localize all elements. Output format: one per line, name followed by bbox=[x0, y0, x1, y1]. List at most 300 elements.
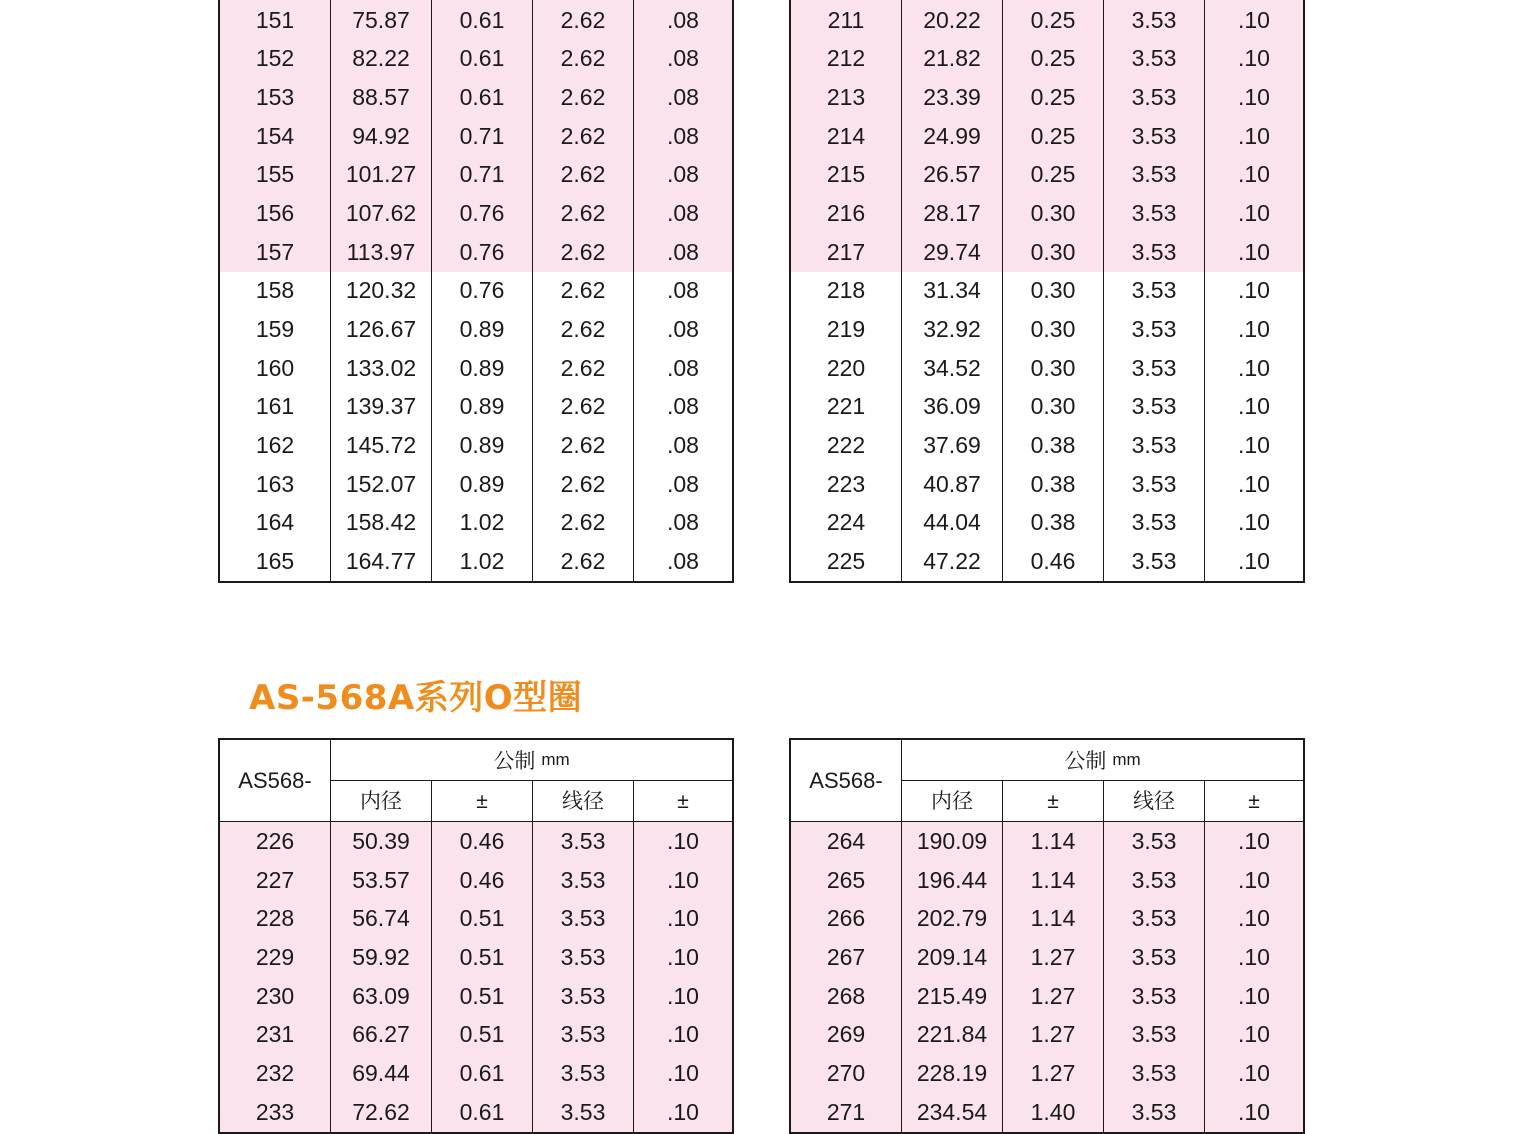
inner-diameter: 101.27 bbox=[331, 155, 432, 194]
wire-diameter: 2.62 bbox=[533, 39, 634, 78]
wire-tolerance: .08 bbox=[667, 316, 699, 343]
table-row bbox=[220, 861, 732, 900]
wire-tolerance: .10 bbox=[1238, 943, 1270, 970]
header-unit-label: 公制 bbox=[1064, 750, 1107, 773]
inner-tolerance: 0.38 bbox=[1003, 426, 1104, 465]
size-code: 165 bbox=[220, 542, 331, 581]
size-code: 162 bbox=[220, 426, 331, 465]
table-row bbox=[791, 426, 1303, 465]
inner-tolerance: 0.89 bbox=[432, 310, 533, 349]
table-row bbox=[220, 117, 732, 156]
wire-tolerance: .10 bbox=[1238, 866, 1270, 893]
header-metric-group bbox=[331, 740, 732, 821]
size-code: 156 bbox=[220, 194, 331, 233]
inner-diameter: 88.57 bbox=[331, 78, 432, 117]
header-unit bbox=[331, 740, 732, 781]
wire-tolerance: .08 bbox=[667, 432, 699, 459]
wire-tolerance: .08 bbox=[667, 45, 699, 72]
wire-diameter: 2.62 bbox=[533, 117, 634, 156]
wire-diameter: 3.53 bbox=[533, 861, 634, 900]
table-row bbox=[220, 388, 732, 427]
table-row bbox=[791, 899, 1303, 938]
table-row bbox=[791, 822, 1303, 861]
header-inner-diameter: 内径 bbox=[331, 781, 432, 821]
table-row bbox=[220, 310, 732, 349]
wire-tolerance: .10 bbox=[667, 827, 699, 854]
table-row bbox=[791, 272, 1303, 311]
inner-tolerance: 1.14 bbox=[1003, 899, 1104, 938]
wire-diameter: 2.62 bbox=[533, 78, 634, 117]
size-code: 163 bbox=[220, 465, 331, 504]
wire-diameter: 2.62 bbox=[533, 155, 634, 194]
wire-diameter: 3.53 bbox=[1104, 465, 1205, 504]
size-code: 227 bbox=[220, 861, 331, 900]
table-row bbox=[220, 233, 732, 272]
wire-diameter: 3.53 bbox=[1104, 272, 1205, 311]
inner-tolerance: 0.30 bbox=[1003, 310, 1104, 349]
inner-tolerance: 0.51 bbox=[432, 899, 533, 938]
inner-tolerance: 1.14 bbox=[1003, 822, 1104, 861]
header-wire-diameter: 线径 bbox=[1104, 781, 1205, 821]
table-row bbox=[791, 465, 1303, 504]
inner-diameter: 29.74 bbox=[902, 233, 1003, 272]
inner-diameter: 24.99 bbox=[902, 117, 1003, 156]
wire-diameter: 3.53 bbox=[1104, 194, 1205, 233]
inner-tolerance: 0.46 bbox=[1003, 542, 1104, 581]
inner-diameter: 107.62 bbox=[331, 194, 432, 233]
table-row bbox=[791, 1015, 1303, 1054]
wire-tolerance: .10 bbox=[1238, 470, 1270, 497]
inner-tolerance: 0.51 bbox=[432, 977, 533, 1016]
inner-tolerance: 1.27 bbox=[1003, 938, 1104, 977]
inner-diameter: 21.82 bbox=[902, 39, 1003, 78]
wire-diameter: 3.53 bbox=[1104, 155, 1205, 194]
header-tolerance: ± bbox=[432, 781, 533, 821]
wire-tolerance: .10 bbox=[1238, 982, 1270, 1009]
wire-diameter: 3.53 bbox=[533, 1015, 634, 1054]
table-row bbox=[791, 542, 1303, 581]
inner-diameter: 190.09 bbox=[902, 822, 1003, 861]
inner-tolerance: 0.61 bbox=[432, 78, 533, 117]
wire-tolerance: .08 bbox=[667, 470, 699, 497]
inner-diameter: 56.74 bbox=[331, 899, 432, 938]
table-row bbox=[791, 388, 1303, 427]
inner-tolerance: 0.25 bbox=[1003, 155, 1104, 194]
wire-diameter: 2.62 bbox=[533, 465, 634, 504]
size-code: 216 bbox=[791, 194, 902, 233]
inner-diameter: 164.77 bbox=[331, 542, 432, 581]
inner-diameter: 34.52 bbox=[902, 349, 1003, 388]
wire-tolerance: .10 bbox=[1238, 905, 1270, 932]
size-code: 221 bbox=[791, 388, 902, 427]
inner-diameter: 50.39 bbox=[331, 822, 432, 861]
wire-diameter: 2.62 bbox=[533, 426, 634, 465]
series-title: AS-568A系列O型圈 bbox=[249, 678, 583, 718]
table-row bbox=[791, 504, 1303, 543]
wire-tolerance: .10 bbox=[1238, 1098, 1270, 1125]
table-row bbox=[220, 465, 732, 504]
inner-tolerance: 0.61 bbox=[432, 39, 533, 78]
header-subcolumns bbox=[902, 781, 1303, 821]
inner-tolerance: 0.71 bbox=[432, 155, 533, 194]
wire-tolerance: .10 bbox=[1238, 509, 1270, 536]
wire-diameter: 2.62 bbox=[533, 349, 634, 388]
inner-tolerance: 0.46 bbox=[432, 822, 533, 861]
size-code: 152 bbox=[220, 39, 331, 78]
size-code: 151 bbox=[220, 1, 331, 40]
wire-diameter: 3.53 bbox=[1104, 542, 1205, 581]
table-row bbox=[220, 349, 732, 388]
size-code: 233 bbox=[220, 1093, 331, 1132]
header-metric-group bbox=[902, 740, 1303, 821]
wire-diameter: 3.53 bbox=[1104, 861, 1205, 900]
wire-diameter: 3.53 bbox=[1104, 504, 1205, 543]
wire-diameter: 3.53 bbox=[533, 938, 634, 977]
wire-diameter: 3.53 bbox=[1104, 78, 1205, 117]
inner-diameter: 145.72 bbox=[331, 426, 432, 465]
size-code: 154 bbox=[220, 117, 331, 156]
table-row bbox=[220, 542, 732, 581]
size-code: 266 bbox=[791, 899, 902, 938]
inner-diameter: 37.69 bbox=[902, 426, 1003, 465]
table-row bbox=[791, 117, 1303, 156]
wire-diameter: 3.53 bbox=[1104, 977, 1205, 1016]
size-code: 270 bbox=[791, 1054, 902, 1093]
inner-tolerance: 1.40 bbox=[1003, 1093, 1104, 1132]
wire-tolerance: .10 bbox=[1238, 1021, 1270, 1048]
inner-diameter: 158.42 bbox=[331, 504, 432, 543]
inner-tolerance: 0.89 bbox=[432, 465, 533, 504]
table-row bbox=[220, 39, 732, 78]
wire-tolerance: .08 bbox=[667, 277, 699, 304]
size-code: 267 bbox=[791, 938, 902, 977]
wire-tolerance: .08 bbox=[667, 83, 699, 110]
table-row bbox=[791, 78, 1303, 117]
wire-tolerance: .08 bbox=[667, 238, 699, 265]
wire-diameter: 3.53 bbox=[1104, 388, 1205, 427]
table-row bbox=[791, 938, 1303, 977]
inner-tolerance: 0.25 bbox=[1003, 1, 1104, 40]
wire-tolerance: .10 bbox=[1238, 45, 1270, 72]
wire-diameter: 3.53 bbox=[1104, 1093, 1205, 1132]
wire-tolerance: .10 bbox=[1238, 199, 1270, 226]
header-unit-suffix: mm bbox=[1112, 750, 1141, 769]
size-table-top-right bbox=[789, 0, 1305, 583]
inner-diameter: 69.44 bbox=[331, 1054, 432, 1093]
wire-diameter: 3.53 bbox=[1104, 426, 1205, 465]
inner-diameter: 32.92 bbox=[902, 310, 1003, 349]
inner-tolerance: 0.25 bbox=[1003, 117, 1104, 156]
inner-tolerance: 0.38 bbox=[1003, 504, 1104, 543]
size-code: 224 bbox=[791, 504, 902, 543]
wire-diameter: 3.53 bbox=[533, 1054, 634, 1093]
wire-diameter: 3.53 bbox=[533, 977, 634, 1016]
inner-tolerance: 0.76 bbox=[432, 233, 533, 272]
inner-diameter: 47.22 bbox=[902, 542, 1003, 581]
size-code: 222 bbox=[791, 426, 902, 465]
wire-diameter: 2.62 bbox=[533, 542, 634, 581]
table-row bbox=[220, 899, 732, 938]
inner-diameter: 120.32 bbox=[331, 272, 432, 311]
size-table-top-left bbox=[218, 0, 734, 583]
wire-tolerance: .10 bbox=[1238, 238, 1270, 265]
size-code: 153 bbox=[220, 78, 331, 117]
inner-tolerance: 0.51 bbox=[432, 1015, 533, 1054]
inner-diameter: 53.57 bbox=[331, 861, 432, 900]
table-row bbox=[791, 233, 1303, 272]
inner-tolerance: 0.46 bbox=[432, 861, 533, 900]
size-code: 155 bbox=[220, 155, 331, 194]
wire-tolerance: .08 bbox=[667, 161, 699, 188]
inner-tolerance: 1.02 bbox=[432, 504, 533, 543]
table-row bbox=[220, 272, 732, 311]
inner-diameter: 31.34 bbox=[902, 272, 1003, 311]
wire-tolerance: .10 bbox=[1238, 548, 1270, 575]
table-row bbox=[220, 78, 732, 117]
table-row bbox=[791, 310, 1303, 349]
wire-tolerance: .08 bbox=[667, 393, 699, 420]
size-code: 217 bbox=[791, 233, 902, 272]
inner-tolerance: 0.89 bbox=[432, 388, 533, 427]
inner-tolerance: 1.02 bbox=[432, 542, 533, 581]
wire-tolerance: .10 bbox=[667, 905, 699, 932]
header-unit-suffix: mm bbox=[541, 750, 570, 769]
wire-tolerance: .08 bbox=[667, 122, 699, 149]
table-row bbox=[791, 155, 1303, 194]
wire-diameter: 2.62 bbox=[533, 272, 634, 311]
wire-tolerance: .10 bbox=[1238, 1059, 1270, 1086]
table-row bbox=[220, 1093, 732, 1132]
inner-diameter: 66.27 bbox=[331, 1015, 432, 1054]
table-row bbox=[220, 426, 732, 465]
size-code: 161 bbox=[220, 388, 331, 427]
header-wire-diameter: 线径 bbox=[533, 781, 634, 821]
size-table-bottom-left bbox=[218, 738, 734, 1134]
inner-tolerance: 1.27 bbox=[1003, 977, 1104, 1016]
size-code: 219 bbox=[791, 310, 902, 349]
wire-tolerance: .10 bbox=[1238, 6, 1270, 33]
table-row bbox=[791, 39, 1303, 78]
inner-tolerance: 1.14 bbox=[1003, 861, 1104, 900]
table-row bbox=[220, 504, 732, 543]
wire-diameter: 3.53 bbox=[1104, 1015, 1205, 1054]
size-code: 269 bbox=[791, 1015, 902, 1054]
wire-tolerance: .10 bbox=[667, 943, 699, 970]
table-row bbox=[220, 194, 732, 233]
inner-tolerance: 0.30 bbox=[1003, 194, 1104, 233]
size-code: 265 bbox=[791, 861, 902, 900]
header-code-label: AS568- bbox=[220, 740, 331, 821]
inner-diameter: 36.09 bbox=[902, 388, 1003, 427]
inner-tolerance: 0.25 bbox=[1003, 78, 1104, 117]
inner-diameter: 23.39 bbox=[902, 78, 1003, 117]
inner-diameter: 152.07 bbox=[331, 465, 432, 504]
wire-tolerance: .10 bbox=[1238, 277, 1270, 304]
wire-tolerance: .08 bbox=[667, 354, 699, 381]
size-code: 232 bbox=[220, 1054, 331, 1093]
inner-diameter: 63.09 bbox=[331, 977, 432, 1016]
inner-diameter: 44.04 bbox=[902, 504, 1003, 543]
size-code: 211 bbox=[791, 1, 902, 40]
inner-tolerance: 0.61 bbox=[432, 1054, 533, 1093]
wire-diameter: 2.62 bbox=[533, 504, 634, 543]
table-row bbox=[220, 1054, 732, 1093]
wire-tolerance: .10 bbox=[1238, 827, 1270, 854]
inner-diameter: 228.19 bbox=[902, 1054, 1003, 1093]
inner-tolerance: 0.76 bbox=[432, 272, 533, 311]
wire-diameter: 3.53 bbox=[533, 1093, 634, 1132]
size-code: 218 bbox=[791, 272, 902, 311]
size-code: 264 bbox=[791, 822, 902, 861]
table-row bbox=[791, 1, 1303, 40]
wire-diameter: 3.53 bbox=[1104, 1, 1205, 40]
size-code: 268 bbox=[791, 977, 902, 1016]
size-code: 212 bbox=[791, 39, 902, 78]
wire-tolerance: .10 bbox=[667, 982, 699, 1009]
inner-diameter: 59.92 bbox=[331, 938, 432, 977]
size-code: 160 bbox=[220, 349, 331, 388]
size-code: 223 bbox=[791, 465, 902, 504]
size-code: 225 bbox=[791, 542, 902, 581]
wire-diameter: 2.62 bbox=[533, 310, 634, 349]
header-unit bbox=[902, 740, 1303, 781]
wire-tolerance: .08 bbox=[667, 199, 699, 226]
wire-diameter: 2.62 bbox=[533, 233, 634, 272]
table-row bbox=[791, 1054, 1303, 1093]
inner-tolerance: 0.61 bbox=[432, 1093, 533, 1132]
table-row bbox=[791, 194, 1303, 233]
inner-tolerance: 1.27 bbox=[1003, 1015, 1104, 1054]
inner-tolerance: 0.30 bbox=[1003, 388, 1104, 427]
inner-tolerance: 0.30 bbox=[1003, 272, 1104, 311]
wire-tolerance: .10 bbox=[1238, 316, 1270, 343]
inner-tolerance: 0.30 bbox=[1003, 349, 1104, 388]
inner-diameter: 196.44 bbox=[902, 861, 1003, 900]
inner-tolerance: 0.25 bbox=[1003, 39, 1104, 78]
table-row bbox=[220, 1, 732, 40]
size-code: 231 bbox=[220, 1015, 331, 1054]
wire-diameter: 3.53 bbox=[1104, 39, 1205, 78]
table-row bbox=[791, 349, 1303, 388]
wire-tolerance: .10 bbox=[1238, 393, 1270, 420]
table-header bbox=[220, 740, 732, 822]
inner-diameter: 113.97 bbox=[331, 233, 432, 272]
inner-tolerance: 0.71 bbox=[432, 117, 533, 156]
header-unit-label: 公制 bbox=[493, 750, 536, 773]
inner-diameter: 126.67 bbox=[331, 310, 432, 349]
inner-diameter: 26.57 bbox=[902, 155, 1003, 194]
wire-tolerance: .10 bbox=[1238, 83, 1270, 110]
wire-diameter: 3.53 bbox=[1104, 349, 1205, 388]
size-code: 226 bbox=[220, 822, 331, 861]
inner-diameter: 72.62 bbox=[331, 1093, 432, 1132]
size-code: 214 bbox=[791, 117, 902, 156]
inner-tolerance: 0.76 bbox=[432, 194, 533, 233]
inner-tolerance: 0.30 bbox=[1003, 233, 1104, 272]
wire-diameter: 3.53 bbox=[1104, 117, 1205, 156]
inner-diameter: 133.02 bbox=[331, 349, 432, 388]
size-code: 220 bbox=[791, 349, 902, 388]
table-row bbox=[220, 1015, 732, 1054]
size-code: 215 bbox=[791, 155, 902, 194]
wire-tolerance: .08 bbox=[667, 6, 699, 33]
table-header bbox=[791, 740, 1303, 822]
inner-tolerance: 0.89 bbox=[432, 349, 533, 388]
wire-diameter: 3.53 bbox=[1104, 310, 1205, 349]
wire-diameter: 2.62 bbox=[533, 1, 634, 40]
inner-diameter: 40.87 bbox=[902, 465, 1003, 504]
wire-tolerance: .10 bbox=[1238, 122, 1270, 149]
wire-tolerance: .08 bbox=[667, 509, 699, 536]
size-code: 157 bbox=[220, 233, 331, 272]
table-row bbox=[220, 977, 732, 1016]
inner-diameter: 209.14 bbox=[902, 938, 1003, 977]
wire-tolerance: .10 bbox=[667, 1021, 699, 1048]
header-code-label: AS568- bbox=[791, 740, 902, 821]
wire-tolerance: .10 bbox=[667, 866, 699, 893]
size-code: 230 bbox=[220, 977, 331, 1016]
table-row bbox=[220, 938, 732, 977]
size-code: 229 bbox=[220, 938, 331, 977]
wire-tolerance: .10 bbox=[667, 1059, 699, 1086]
header-tolerance: ± bbox=[1003, 781, 1104, 821]
inner-diameter: 75.87 bbox=[331, 1, 432, 40]
table-row bbox=[220, 822, 732, 861]
header-tolerance: ± bbox=[677, 789, 689, 813]
size-table-bottom-right bbox=[789, 738, 1305, 1134]
size-code: 158 bbox=[220, 272, 331, 311]
inner-tolerance: 0.38 bbox=[1003, 465, 1104, 504]
wire-diameter: 3.53 bbox=[1104, 233, 1205, 272]
table-row bbox=[220, 155, 732, 194]
size-code: 159 bbox=[220, 310, 331, 349]
inner-diameter: 94.92 bbox=[331, 117, 432, 156]
wire-diameter: 3.53 bbox=[1104, 1054, 1205, 1093]
table-row bbox=[791, 977, 1303, 1016]
table-row bbox=[791, 1093, 1303, 1132]
header-subcolumns bbox=[331, 781, 732, 821]
inner-tolerance: 0.51 bbox=[432, 938, 533, 977]
wire-diameter: 3.53 bbox=[1104, 899, 1205, 938]
header-inner-diameter: 内径 bbox=[902, 781, 1003, 821]
wire-tolerance: .10 bbox=[1238, 354, 1270, 381]
wire-tolerance: .10 bbox=[1238, 161, 1270, 188]
inner-diameter: 221.84 bbox=[902, 1015, 1003, 1054]
header-tolerance: ± bbox=[1248, 789, 1260, 813]
wire-diameter: 3.53 bbox=[1104, 938, 1205, 977]
wire-diameter: 2.62 bbox=[533, 194, 634, 233]
wire-tolerance: .10 bbox=[667, 1098, 699, 1125]
inner-diameter: 139.37 bbox=[331, 388, 432, 427]
inner-diameter: 20.22 bbox=[902, 1, 1003, 40]
inner-tolerance: 0.61 bbox=[432, 1, 533, 40]
table-row bbox=[791, 861, 1303, 900]
wire-diameter: 3.53 bbox=[533, 899, 634, 938]
size-code: 228 bbox=[220, 899, 331, 938]
inner-diameter: 82.22 bbox=[331, 39, 432, 78]
size-code: 213 bbox=[791, 78, 902, 117]
size-code: 271 bbox=[791, 1093, 902, 1132]
inner-diameter: 28.17 bbox=[902, 194, 1003, 233]
inner-tolerance: 1.27 bbox=[1003, 1054, 1104, 1093]
wire-diameter: 3.53 bbox=[1104, 822, 1205, 861]
wire-tolerance: .08 bbox=[667, 548, 699, 575]
inner-tolerance: 0.89 bbox=[432, 426, 533, 465]
inner-diameter: 202.79 bbox=[902, 899, 1003, 938]
wire-tolerance: .10 bbox=[1238, 432, 1270, 459]
inner-diameter: 234.54 bbox=[902, 1093, 1003, 1132]
wire-diameter: 3.53 bbox=[533, 822, 634, 861]
